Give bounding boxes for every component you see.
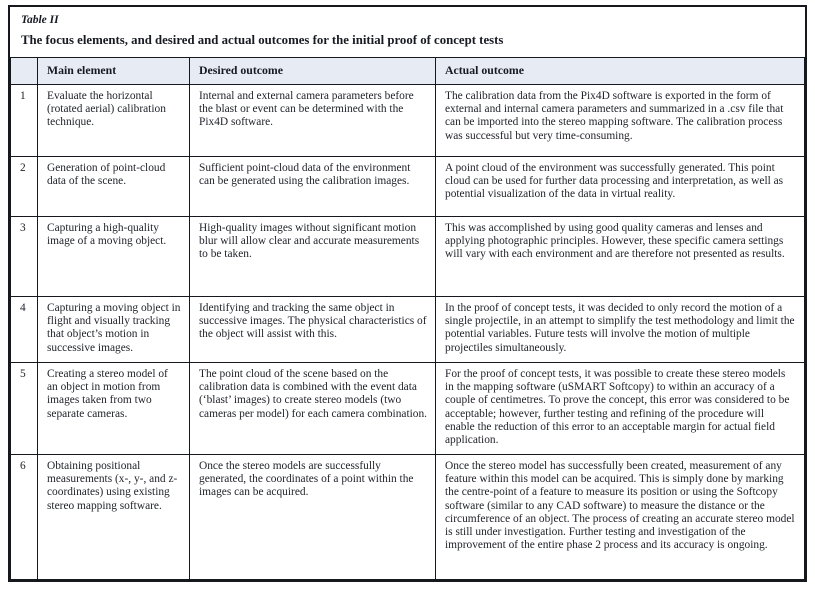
table-row (11, 297, 805, 363)
actual-outcome-cell: A point cloud of the environment was successfully generated. This point cloud can be used for further data processing and interpretation, as well as potential visualization of the data in virtual reality. (436, 157, 805, 217)
main-element-cell: Generation of point-cloud data of the scene. (38, 157, 190, 217)
table-row (11, 363, 805, 455)
row-number-cell: 5 (11, 363, 38, 455)
table-number-label: Table II (21, 14, 59, 26)
main-element-cell: Obtaining positional measurements (x-, y-, and z-coordinates) using existing stereo mapping software. (38, 455, 190, 580)
row-number-cell: 2 (11, 157, 38, 217)
table-container (8, 5, 807, 582)
table-row (11, 85, 805, 157)
actual-outcome-cell: In the proof of concept tests, it was decided to only record the motion of a single projectile, in an attempt to simplify the test methodology and limit the potential variables. Future tests will involve the motion of multiple projectiles simultaneously. (436, 297, 805, 363)
header-row (11, 58, 805, 85)
column-header-number (11, 58, 38, 85)
desired-outcome-cell: The point cloud of the scene based on the calibration data is combined with the event data (‘blast’ images) to create stereo models (two cameras per model) for each camera combination. (190, 363, 436, 455)
actual-outcome-cell: Once the stereo model has successfully been created, measurement of any feature within this model can be acquired. This is simply done by marking the centre-point of a feature to measure its position or using the Softcopy software (similar to any CAD software) to measure the distance or the circumference of an object. The process of creating an accurate stereo model is still under investigation. Further testing and investigation of the improvement of the entire phase 2 process and its accuracy is ongoing. (436, 455, 805, 580)
desired-outcome-cell: Once the stereo models are successfully generated, the coordinates of a point within the images can be acquired. (190, 455, 436, 580)
table-row (11, 157, 805, 217)
column-header-main-element: Main element (38, 58, 190, 85)
desired-outcome-cell: Internal and external camera parameters before the blast or event can be determined with the Pix4D software. (190, 85, 436, 157)
table-caption: The focus elements, and desired and actual outcomes for the initial proof of concept tests (21, 33, 504, 47)
row-number-cell: 1 (11, 85, 38, 157)
row-number-cell: 6 (11, 455, 38, 580)
table-title-block (10, 7, 805, 57)
table-row (11, 455, 805, 580)
desired-outcome-cell: High-quality images without significant motion blur will allow clear and accurate measurements to be taken. (190, 217, 436, 297)
desired-outcome-cell: Sufficient point-cloud data of the environment can be generated using the calibration images. (190, 157, 436, 217)
row-number-cell: 4 (11, 297, 38, 363)
main-element-cell: Evaluate the horizontal (rotated aerial) calibration technique. (38, 85, 190, 157)
desired-outcome-cell: Identifying and tracking the same object in successive images. The physical characteristics of the object will assist with this. (190, 297, 436, 363)
main-element-cell: Capturing a high-quality image of a moving object. (38, 217, 190, 297)
column-header-actual-outcome: Actual outcome (436, 58, 805, 85)
actual-outcome-cell: For the proof of concept tests, it was possible to create these stereo models in the mapping software (uSMART Softcopy) to within an accuracy of a couple of centimetres. To prove the concept, this error was considered to be acceptable; however, further testing and refining of the procedure will enable the reduction of this error to an acceptable margin for actual field application. (436, 363, 805, 455)
main-element-cell: Creating a stereo model of an object in motion from images taken from two separate cameras. (38, 363, 190, 455)
table-row (11, 217, 805, 297)
actual-outcome-cell: This was accomplished by using good quality cameras and lenses and applying photographic principles. However, these specific camera settings will vary with each environment and are therefore not presented as results. (436, 217, 805, 297)
column-header-desired-outcome: Desired outcome (190, 58, 436, 85)
actual-outcome-cell: The calibration data from the Pix4D software is exported in the form of external and internal camera parameters and summarized in a .csv file that can be imported into the stereo mapping software. The calibration process was successful but very time-consuming. (436, 85, 805, 157)
main-element-cell: Capturing a moving object in flight and visually tracking that object’s motion in successive images. (38, 297, 190, 363)
outcomes-table (10, 57, 805, 580)
row-number-cell: 3 (11, 217, 38, 297)
